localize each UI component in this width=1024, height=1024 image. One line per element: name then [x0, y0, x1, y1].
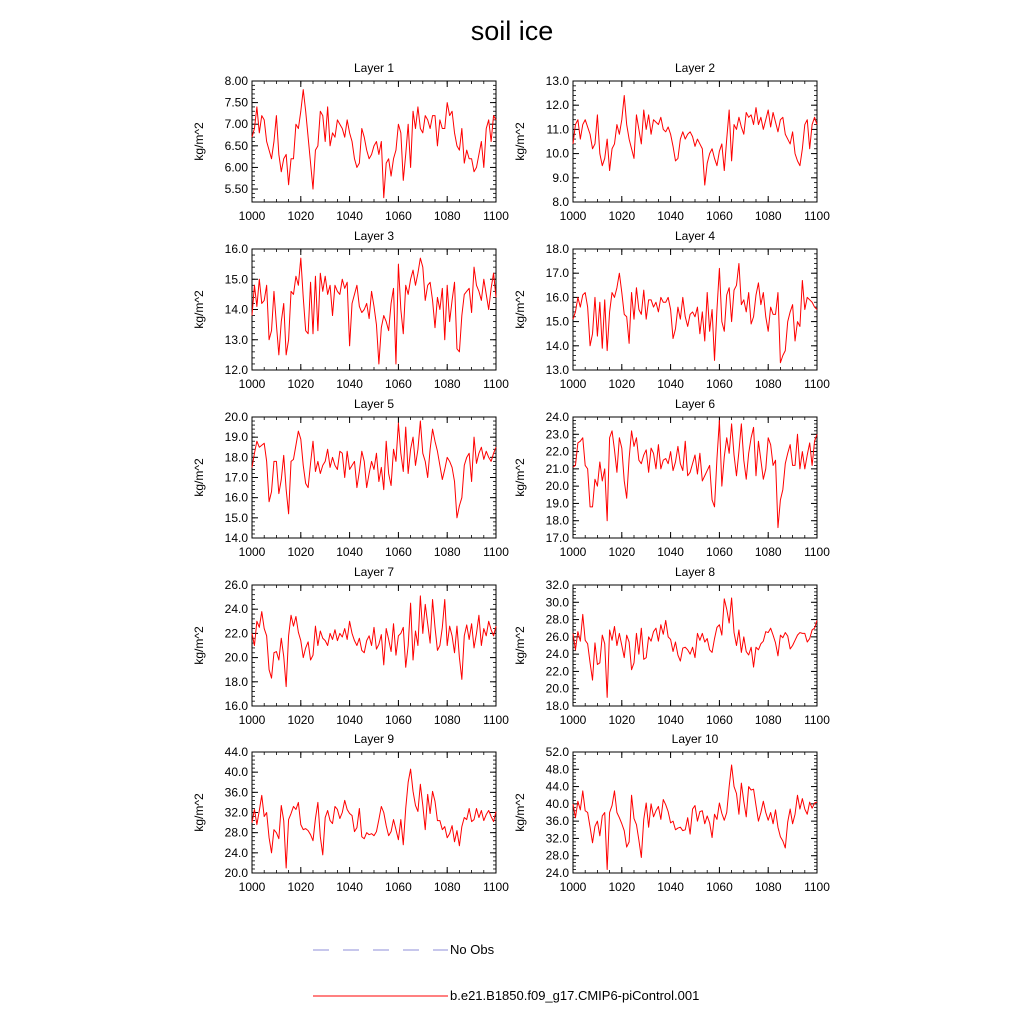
x-tick-label: 1060	[706, 713, 733, 727]
x-tick-label: 1060	[385, 545, 412, 559]
y-axis-label: kg/m^2	[192, 122, 206, 161]
panel-title: Layer 4	[674, 229, 716, 243]
x-tick-label: 1020	[287, 377, 315, 391]
panel-layer-5	[192, 397, 509, 559]
y-tick-label: 32.0	[224, 805, 248, 820]
x-tick-label: 1020	[287, 713, 315, 727]
x-tick-label: 1020	[608, 713, 636, 727]
y-tick-label: 28.0	[224, 825, 248, 840]
x-tick-label: 1060	[706, 377, 733, 391]
y-tick-label: 20.0	[545, 479, 569, 494]
y-tick-label: 19.0	[224, 430, 248, 445]
y-tick-label: 28.0	[545, 848, 569, 863]
y-axis-label: kg/m^2	[513, 122, 527, 161]
x-tick-label: 1060	[706, 545, 733, 559]
x-tick-label: 1080	[433, 377, 461, 391]
series-line	[252, 596, 496, 687]
y-tick-label: 20.0	[224, 410, 248, 424]
x-tick-label: 1000	[559, 713, 587, 727]
y-tick-label: 28.0	[545, 612, 569, 627]
x-tick-label: 1060	[385, 209, 412, 223]
x-tick-label: 1100	[483, 545, 509, 559]
panel-title: Layer 7	[353, 565, 395, 579]
y-tick-label: 36.0	[224, 785, 248, 800]
x-tick-label: 1100	[483, 209, 509, 223]
y-tick-label: 15.0	[545, 314, 569, 329]
y-tick-label: 20.0	[224, 866, 248, 880]
y-tick-label: 17.0	[545, 531, 569, 545]
x-tick-label: 1100	[804, 713, 830, 727]
x-tick-label: 1000	[238, 209, 266, 223]
chart-main-title: soil ice	[470, 16, 554, 46]
legend-label-model: b.e21.B1850.f09_g17.CMIP6-piControl.001	[450, 988, 700, 1003]
x-tick-label: 1000	[238, 880, 266, 894]
y-axis-label: kg/m^2	[192, 626, 206, 665]
y-axis-label: kg/m^2	[192, 290, 206, 329]
y-tick-label: 14.0	[224, 302, 248, 317]
plot-frame	[252, 752, 496, 873]
x-tick-label: 1040	[336, 713, 363, 727]
y-tick-label: 24.0	[224, 845, 248, 860]
y-tick-label: 11.0	[546, 122, 569, 137]
series-line	[573, 765, 817, 870]
y-axis-label: kg/m^2	[192, 793, 206, 832]
x-tick-label: 1000	[559, 209, 587, 223]
panel-title: Layer 2	[674, 61, 716, 75]
x-tick-label: 1080	[754, 880, 782, 894]
x-tick-label: 1040	[336, 545, 363, 559]
y-tick-label: 15.0	[224, 272, 248, 287]
y-tick-label: 20.0	[545, 681, 569, 696]
y-tick-label: 14.0	[545, 338, 569, 353]
x-tick-label: 1080	[433, 880, 461, 894]
y-tick-label: 22.0	[545, 664, 569, 679]
y-tick-label: 24.0	[224, 602, 248, 617]
y-tick-label: 7.50	[224, 95, 248, 110]
y-tick-label: 20.0	[224, 650, 248, 665]
x-tick-label: 1040	[657, 545, 684, 559]
x-tick-label: 1020	[287, 545, 315, 559]
panel-layer-10	[513, 732, 830, 894]
y-tick-label: 24.0	[545, 647, 569, 662]
y-tick-label: 7.00	[224, 117, 248, 132]
x-tick-label: 1000	[238, 377, 266, 391]
y-tick-label: 15.0	[224, 510, 248, 525]
y-tick-label: 18.0	[545, 513, 569, 528]
y-tick-label: 12.0	[224, 363, 248, 377]
x-tick-label: 1060	[706, 209, 733, 223]
y-axis-label: kg/m^2	[513, 458, 527, 497]
x-tick-label: 1100	[804, 545, 830, 559]
y-tick-label: 52.0	[545, 745, 569, 759]
y-tick-label: 16.0	[224, 242, 248, 256]
y-tick-label: 19.0	[545, 496, 569, 511]
y-tick-label: 16.0	[224, 699, 248, 713]
y-tick-label: 26.0	[224, 578, 248, 592]
x-tick-label: 1060	[385, 377, 412, 391]
x-tick-label: 1020	[608, 209, 636, 223]
x-tick-label: 1100	[483, 880, 509, 894]
x-tick-label: 1040	[657, 880, 684, 894]
panel-title: Layer 10	[671, 732, 719, 746]
y-tick-label: 14.0	[224, 531, 248, 545]
y-tick-label: 48.0	[545, 762, 569, 777]
plot-frame	[573, 417, 817, 538]
series-line	[252, 421, 496, 518]
panel-title: Layer 3	[353, 229, 395, 243]
y-axis-label: kg/m^2	[513, 793, 527, 832]
y-tick-label: 16.0	[545, 290, 569, 305]
plot-frame	[573, 81, 817, 202]
x-tick-label: 1100	[804, 377, 830, 391]
x-tick-label: 1100	[804, 209, 830, 223]
y-tick-label: 13.0	[545, 363, 569, 377]
y-tick-label: 36.0	[545, 814, 569, 829]
x-tick-label: 1040	[336, 880, 363, 894]
y-tick-label: 32.0	[545, 578, 569, 592]
y-tick-label: 16.0	[224, 490, 248, 505]
panel-layer-4	[513, 229, 830, 391]
panel-title: Layer 6	[674, 397, 716, 411]
panel-title: Layer 8	[674, 565, 716, 579]
y-tick-label: 8.0	[552, 195, 569, 209]
x-tick-label: 1080	[433, 209, 461, 223]
y-axis-label: kg/m^2	[192, 458, 206, 497]
x-tick-label: 1020	[287, 209, 315, 223]
y-tick-label: 17.0	[545, 266, 569, 281]
x-tick-label: 1060	[385, 713, 412, 727]
y-tick-label: 24.0	[545, 866, 569, 880]
x-tick-label: 1080	[754, 545, 782, 559]
series-line	[573, 264, 817, 363]
x-tick-label: 1080	[433, 545, 461, 559]
y-tick-label: 40.0	[224, 765, 248, 780]
y-tick-label: 18.0	[545, 242, 569, 256]
series-line	[573, 598, 817, 697]
x-tick-label: 1000	[559, 377, 587, 391]
x-tick-label: 1080	[754, 713, 782, 727]
panel-layer-1	[192, 61, 509, 223]
y-tick-label: 18.0	[224, 674, 248, 689]
y-tick-label: 5.50	[224, 182, 248, 197]
y-tick-label: 6.50	[224, 138, 248, 153]
y-tick-label: 24.0	[545, 410, 569, 424]
x-tick-label: 1000	[559, 880, 587, 894]
x-tick-label: 1020	[608, 545, 636, 559]
x-tick-label: 1040	[336, 209, 363, 223]
y-tick-label: 10.0	[545, 146, 569, 161]
x-tick-label: 1000	[559, 545, 587, 559]
y-tick-label: 26.0	[545, 629, 569, 644]
legend	[313, 942, 699, 1003]
x-tick-label: 1080	[754, 209, 782, 223]
legend-label-no-obs: No Obs	[450, 942, 495, 957]
x-tick-label: 1100	[804, 880, 830, 894]
series-line	[573, 96, 817, 186]
y-tick-label: 18.0	[224, 450, 248, 465]
y-axis-label: kg/m^2	[513, 290, 527, 329]
series-line	[252, 90, 496, 198]
x-tick-label: 1100	[483, 377, 509, 391]
series-line	[252, 258, 496, 364]
x-tick-label: 1020	[608, 880, 636, 894]
x-tick-label: 1040	[657, 713, 684, 727]
y-tick-label: 13.0	[545, 74, 569, 88]
panel-title: Layer 9	[353, 732, 395, 746]
x-tick-label: 1060	[706, 880, 733, 894]
x-tick-label: 1000	[238, 545, 266, 559]
x-tick-label: 1060	[385, 880, 412, 894]
panel-title: Layer 1	[353, 61, 395, 75]
y-tick-label: 44.0	[224, 745, 248, 759]
y-axis-label: kg/m^2	[513, 626, 527, 665]
panel-layer-3	[192, 229, 509, 391]
panel-layer-6	[513, 397, 830, 559]
panel-layer-2	[513, 61, 830, 223]
y-tick-label: 23.0	[545, 427, 569, 442]
y-tick-label: 18.0	[545, 699, 569, 713]
x-tick-label: 1040	[336, 377, 363, 391]
y-tick-label: 30.0	[545, 595, 569, 610]
x-tick-label: 1020	[608, 377, 636, 391]
y-tick-label: 8.00	[224, 74, 248, 88]
panel-layer-7	[192, 565, 509, 727]
x-tick-label: 1080	[433, 713, 461, 727]
y-tick-label: 12.0	[545, 98, 569, 113]
y-tick-label: 21.0	[545, 461, 569, 476]
x-tick-label: 1000	[238, 713, 266, 727]
panel-layer-9	[192, 732, 509, 894]
y-tick-label: 44.0	[545, 779, 569, 794]
y-tick-label: 22.0	[545, 444, 569, 459]
x-tick-label: 1040	[657, 377, 684, 391]
y-tick-label: 32.0	[545, 831, 569, 846]
y-tick-label: 13.0	[224, 332, 248, 347]
y-tick-label: 9.0	[552, 170, 569, 185]
plot-frame	[252, 417, 496, 538]
x-tick-label: 1080	[754, 377, 782, 391]
y-tick-label: 40.0	[545, 796, 569, 811]
y-tick-label: 6.00	[224, 160, 248, 175]
panel-layer-8	[513, 565, 830, 727]
series-line	[252, 769, 496, 868]
y-tick-label: 17.0	[224, 470, 248, 485]
y-tick-label: 22.0	[224, 626, 248, 641]
plot-frame	[573, 585, 817, 706]
x-tick-label: 1020	[287, 880, 315, 894]
panel-title: Layer 5	[353, 397, 395, 411]
x-tick-label: 1100	[483, 713, 509, 727]
series-line	[573, 420, 817, 527]
x-tick-label: 1040	[657, 209, 684, 223]
